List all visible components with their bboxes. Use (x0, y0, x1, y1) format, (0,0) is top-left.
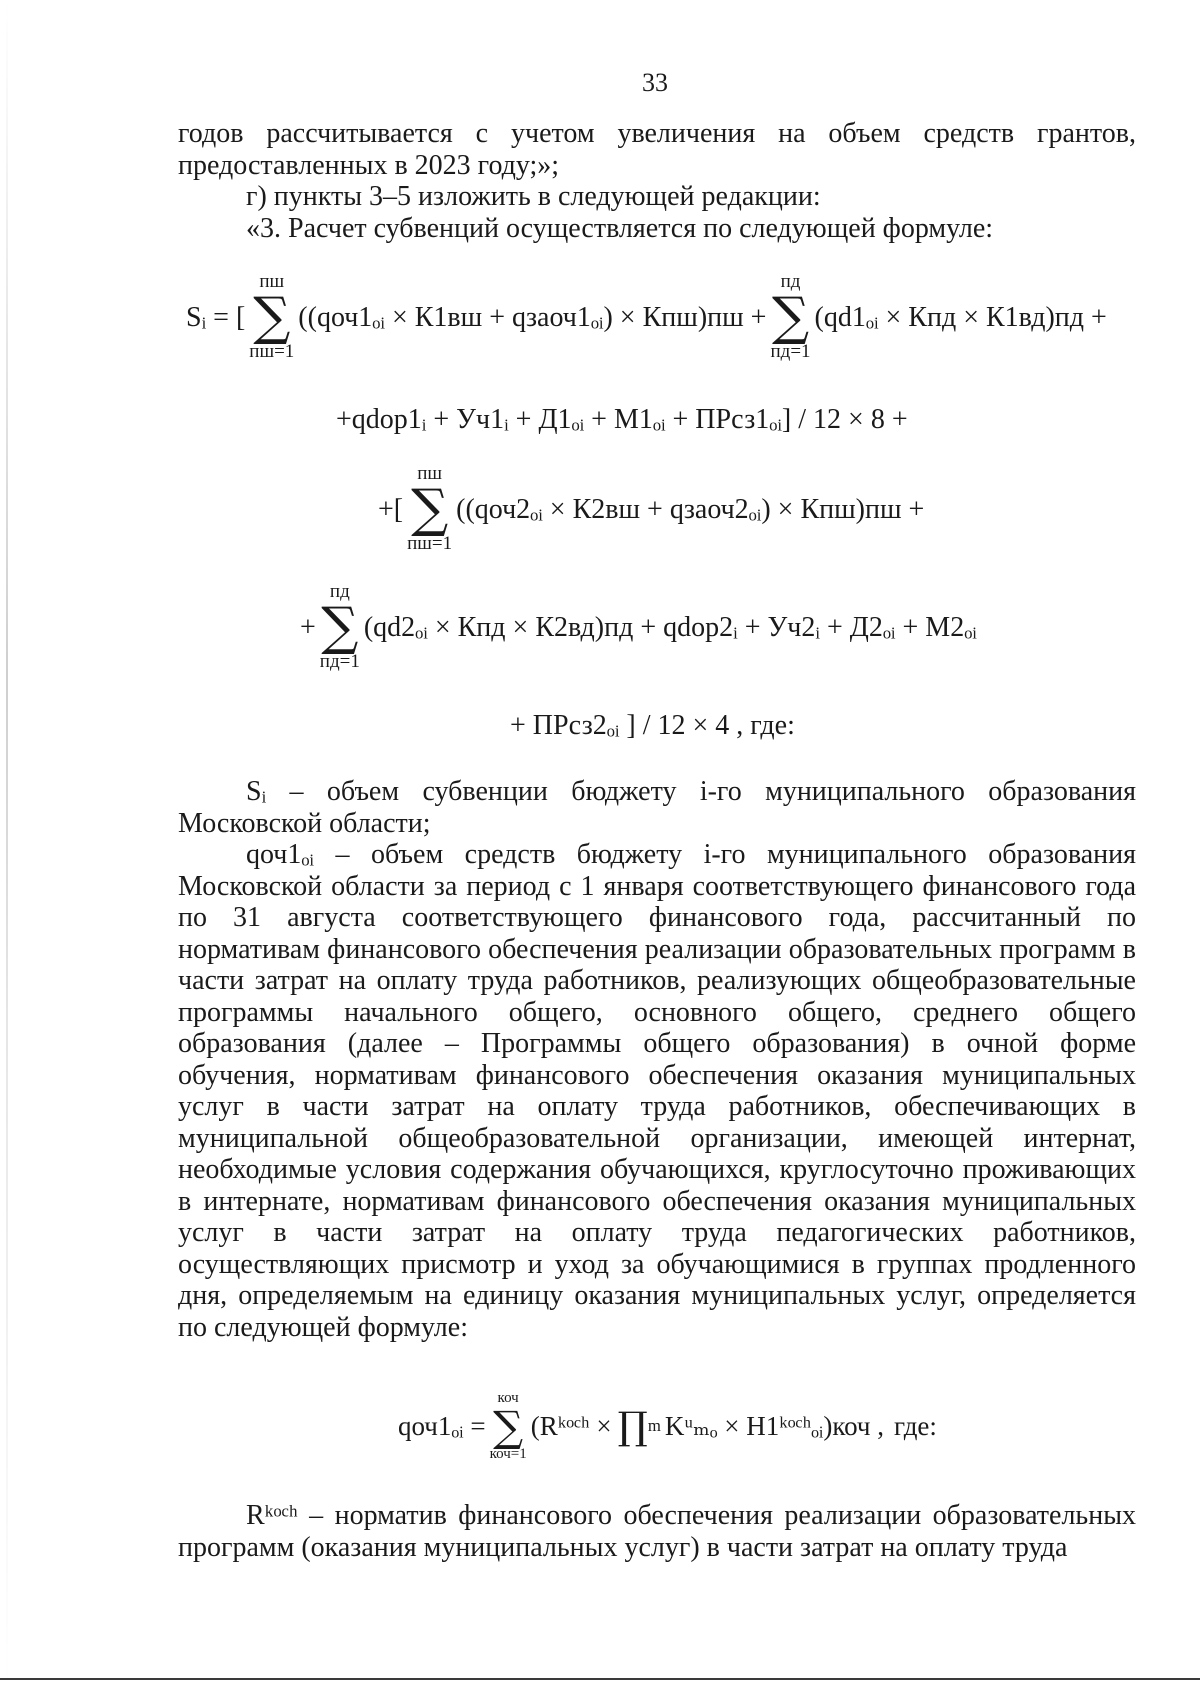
sum-symbol (490, 1390, 527, 1463)
sum-lower-limit: пд=1 (770, 341, 811, 363)
formula-line-3 (378, 464, 924, 555)
sum-lower-limit: коч=1 (489, 1446, 527, 1463)
sum-symbol (320, 582, 360, 673)
formula-text: ((qоч2ₒᵢ × К2вш + qзаоч2ₒᵢ) × Кпш)пш + (456, 493, 925, 525)
paragraph-calc-intro: «3. Расчет субвенций осуществляется по следующей формуле: (246, 212, 994, 244)
formula-text: где: (893, 1410, 937, 1441)
sum-lower-limit: пш=1 (407, 533, 453, 555)
formula-text: (Rᵏᵒᶜʰ × (530, 1410, 612, 1441)
formula-text: + (300, 611, 316, 643)
definition-r-block (178, 1500, 1136, 1563)
formula-text: (qd2ₒᵢ × Кпд × К2вд)пд + qdop2ᵢ + Уч2ᵢ + Д2ₒᵢ + М2ₒᵢ (363, 611, 977, 643)
product-icon: ∏ (617, 1404, 648, 1449)
sum-upper-limit: пд (329, 581, 350, 602)
formula-text: +qdop1ᵢ + Уч1ᵢ + Д1ₒᵢ + М1ₒᵢ + ПРсз1ₒᵢ] / 12 × 8 + (336, 404, 908, 435)
sigma-icon: ∑ (411, 478, 449, 539)
sum-symbol (249, 272, 294, 363)
formula-line-2 (336, 404, 908, 436)
formula-text: ((qоч1ₒᵢ × К1вш + qзаоч1ₒᵢ) × Кпш)пш + (298, 301, 767, 333)
sum-upper-limit: пд (780, 271, 801, 292)
sum-upper-limit: коч (497, 1390, 519, 1406)
formula-line-1 (186, 272, 1107, 363)
intro-text (178, 118, 1136, 244)
scan-edge (6, 0, 8, 1688)
sum-lower-limit: пд=1 (319, 651, 360, 673)
formula-line-4 (300, 582, 977, 673)
sum-upper-limit: пш (259, 271, 285, 292)
formula-text: Kᵘₘₒ × Н1ᵏᵒᶜʰₒᵢ)коч , (664, 1410, 884, 1441)
sigma-icon: ∑ (253, 286, 291, 347)
paragraph-grants: годов рассчитывается с учетом увеличения на объем средств грантов, предоставленных в 2023 году;»; (178, 118, 1136, 181)
product-index: m (647, 1416, 661, 1436)
sigma-icon: ∑ (771, 286, 810, 347)
definition-rkoch: Rᵏᵒᶜʰ – норматив финансового обеспечения реализации образовательных программ (оказания муниципальных услуг) в части затрат на оплату труда (178, 1500, 1136, 1563)
sum-symbol (407, 464, 452, 555)
formula-line-5 (510, 710, 795, 742)
definitions (178, 776, 1136, 1343)
sum-lower-limit: пш=1 (249, 341, 295, 363)
formula-text: + ПРсз2ₒᵢ ] / 12 × 4 , где: (510, 710, 795, 741)
definition-si: Sᵢ – объем субвенции бюджету i-го муниципального образования Московской области; (178, 776, 1136, 839)
sigma-icon: ∑ (493, 1401, 524, 1451)
formula-qoch1 (398, 1390, 937, 1463)
formula-text: qоч1ₒᵢ = (398, 1410, 486, 1441)
formula-text: +[ (378, 493, 404, 525)
sigma-icon: ∑ (321, 596, 359, 657)
sum-upper-limit: пш (417, 463, 443, 484)
definition-qoch1: qоч1ₒᵢ – объем средств бюджету i-го муниципального образования Московской области за период с 1 января соответствующего финансового года по 31 августа соответствующего финансового года, рассчитанный по нормативам финансового обеспечения реализации образовательных программ в части затрат на оплату труда работников, реализующих общеобразовательные программы начального общего, основного общего, среднего общего образования (далее – Программы общего образования) в очной форме обучения, нормативам финансового обеспечения оказания муниципальных услуг в части затрат на оплату труда работников, обеспечивающих в муниципальной общеобразовательной организации, имеющей интернат, необходимые условия содержания обучающихся, круглосуточно проживающих в интернате, нормативам финансового обеспечения оказания муниципальных услуг в части затрат на оплату труда педагогических работников, осуществляющих присмотр и уход за обучающимися в группах продленного дня, определяемым на единицу оказания муниципальных услуг, определяется по следующей формуле: (178, 839, 1136, 1343)
formula-text: (qd1ₒᵢ × Кпд × К1вд)пд + (814, 301, 1107, 333)
scan-bottom-edge (0, 1678, 1200, 1680)
sum-symbol (770, 272, 810, 363)
formula-text: Sᵢ = [ (186, 301, 246, 333)
paragraph-points: г) пункты 3–5 изложить в следующей редакции: (246, 181, 821, 212)
page-number: 33 (642, 68, 668, 97)
